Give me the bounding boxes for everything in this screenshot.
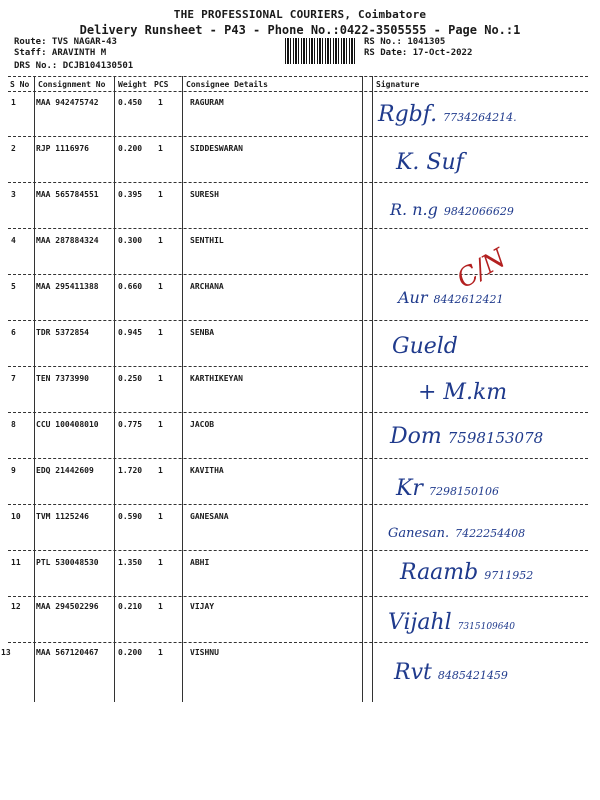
cell-consignee: VIJAY (190, 602, 215, 611)
cell-pcs: 1 (158, 420, 163, 429)
signature-phone: 9842066629 (443, 205, 514, 218)
company-title: THE PROFESSIONAL COURIERS, Coimbatore (173, 8, 427, 21)
signature (398, 288, 504, 307)
table-row (8, 144, 588, 164)
cell-sno: 9 (11, 466, 16, 475)
cell-pcs: 1 (158, 466, 163, 475)
signature-name: Vijahl (388, 610, 452, 635)
signature-name: Aur (398, 288, 428, 307)
signature-name: Ganesan. (388, 526, 450, 541)
cell-consignment: RJP 1116976 (36, 144, 89, 153)
cell-sno: 1 (11, 98, 16, 107)
runsheet-subtitle: Delivery Runsheet - P43 - Phone No.:0422-3505555 - Page No.:1 (79, 23, 521, 37)
signature-phone: 7315109640 (457, 622, 515, 632)
cell-pcs: 1 (158, 98, 163, 107)
signature-phone: 7598153078 (447, 429, 544, 447)
cell-weight: 0.200 (118, 648, 143, 657)
cell-sno: 10 (11, 512, 21, 521)
barcode (285, 38, 357, 64)
cell-weight: 0.300 (118, 236, 143, 245)
signature (390, 424, 543, 449)
signature-phone: 7298150106 (428, 485, 499, 498)
row-divider (8, 366, 588, 367)
cell-weight: 0.660 (118, 282, 143, 291)
signature (418, 380, 513, 405)
cell-consignment: CCU 100408010 (36, 420, 99, 429)
cell-pcs: 1 (158, 328, 163, 337)
signature (378, 102, 517, 127)
cell-consignment: MAA 287884324 (36, 236, 99, 245)
header-consignment: Consignment No (38, 80, 106, 89)
cell-sno: 4 (11, 236, 16, 245)
cell-consignee: KAVITHA (190, 466, 224, 475)
cell-weight: 0.200 (118, 144, 143, 153)
signature-name: Gueld (392, 334, 458, 359)
cell-consignment: MAA 295411388 (36, 282, 99, 291)
cell-pcs: 1 (158, 190, 163, 199)
cell-pcs: 1 (158, 558, 163, 567)
header-pcs: PCS (154, 80, 169, 89)
cell-pcs: 1 (158, 144, 163, 153)
delivery-table (1, 76, 598, 702)
signature-phone: 7734264214. (443, 111, 517, 124)
cell-pcs: 1 (158, 236, 163, 245)
cell-consignment: TDR 5372854 (36, 328, 89, 337)
signature-phone: 8485421459 (437, 669, 508, 682)
table-row (8, 466, 588, 486)
cell-weight: 1.350 (118, 558, 143, 567)
cell-consignment: MAA 565784551 (36, 190, 99, 199)
cell-weight: 0.210 (118, 602, 143, 611)
cell-weight: 0.590 (118, 512, 143, 521)
signature-name: Kr (396, 476, 423, 501)
route-label: Route: TVS NAGAR-43 (14, 37, 117, 47)
signature-name: Rgbf. (378, 102, 438, 127)
cell-sno: 8 (11, 420, 16, 429)
cn-stamp: C/N (451, 243, 512, 295)
cell-sno: 12 (11, 602, 21, 611)
table-row (8, 328, 588, 348)
cell-consignee: JACOB (190, 420, 215, 429)
cell-consignee: GANESANA (190, 512, 229, 521)
signature (400, 560, 533, 585)
cell-consignment: MAA 294502296 (36, 602, 99, 611)
cell-pcs: 1 (158, 648, 163, 657)
signature-phone: 8442612421 (433, 293, 504, 306)
cell-weight: 0.450 (118, 98, 143, 107)
cell-pcs: 1 (158, 602, 163, 611)
cell-weight: 0.395 (118, 190, 143, 199)
signature-phone: 9711952 (484, 569, 534, 582)
cell-consignment: TEN 7373990 (36, 374, 89, 383)
signature-name: Rvt (394, 660, 432, 685)
header-consignee: Consignee Details (186, 80, 268, 89)
signature (390, 200, 514, 219)
cell-consignee: KARTHIKEYAN (190, 374, 243, 383)
signature-phone: 7422254408 (455, 527, 526, 540)
cell-sno: 3 (11, 190, 16, 199)
signature (392, 334, 464, 359)
header-signature: Signature (376, 80, 420, 89)
cell-consignee: VISHNU (190, 648, 219, 657)
cell-sno: 11 (11, 558, 21, 567)
cell-consignment: EDQ 21442609 (36, 466, 94, 475)
cell-sno: 2 (11, 144, 16, 153)
cell-sno: 13 (1, 648, 11, 657)
drs-label: DRS No.: DCJB104130501 (14, 61, 134, 71)
signature (396, 150, 470, 175)
signature-name: Dom (390, 424, 442, 449)
cell-pcs: 1 (158, 282, 163, 291)
cell-weight: 1.720 (118, 466, 143, 475)
row-divider (8, 76, 588, 77)
row-divider (8, 412, 588, 413)
row-divider (8, 504, 588, 505)
signature-name: Raamb (400, 560, 479, 585)
row-divider (8, 91, 588, 92)
cell-consignee: SURESH (190, 190, 219, 199)
cell-consignee: ARCHANA (190, 282, 224, 291)
cell-sno: 5 (11, 282, 16, 291)
row-divider (8, 320, 588, 321)
cell-weight: 0.945 (118, 328, 143, 337)
cell-consignment: MAA 942475742 (36, 98, 99, 107)
cell-sno: 6 (11, 328, 16, 337)
header-weight: Weight (118, 80, 147, 89)
cell-pcs: 1 (158, 374, 163, 383)
signature-name: + M.km (418, 380, 508, 405)
cell-weight: 0.775 (118, 420, 143, 429)
cell-consignee: SENTHIL (190, 236, 224, 245)
row-divider (8, 136, 588, 137)
rs-number: RS No.: 1041305 (364, 37, 446, 47)
cell-consignee: RAGURAM (190, 98, 224, 107)
rs-date: RS Date: 17-Oct-2022 (364, 48, 473, 58)
row-divider (8, 458, 588, 459)
cell-consignee: SENBA (190, 328, 215, 337)
row-divider (8, 182, 588, 183)
staff-label: Staff: ARAVINTH M (14, 48, 107, 58)
cell-consignee: ABHI (190, 558, 210, 567)
header-sno: S No (10, 80, 30, 89)
cell-sno: 7 (11, 374, 16, 383)
row-divider (8, 228, 588, 229)
cell-pcs: 1 (158, 512, 163, 521)
row-divider (8, 550, 588, 551)
signature (388, 610, 515, 635)
signature-name: K. Suf (396, 150, 464, 175)
signature (394, 660, 508, 685)
row-divider (8, 596, 588, 597)
signature-name: R. n.g (390, 200, 438, 219)
cell-consignee: SIDDESWARAN (190, 144, 243, 153)
signature (396, 476, 499, 501)
cell-consignment: MAA 567120467 (36, 648, 99, 657)
cell-consignment: TVM 1125246 (36, 512, 89, 521)
cell-consignment: PTL 530048530 (36, 558, 99, 567)
signature (388, 522, 525, 541)
row-divider (8, 642, 588, 643)
cell-weight: 0.250 (118, 374, 143, 383)
